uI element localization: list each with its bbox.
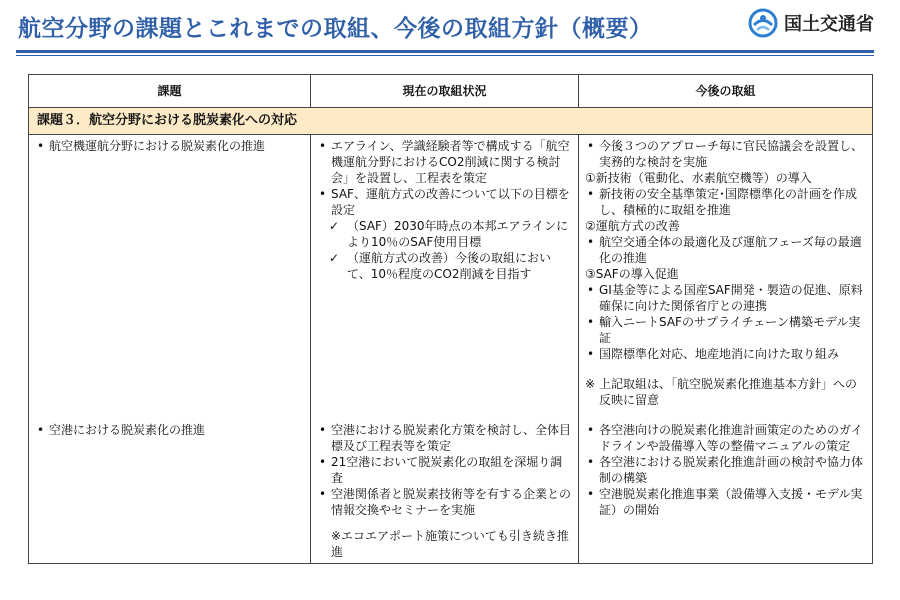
table-row <box>29 135 873 420</box>
ministry-logo <box>748 8 874 38</box>
future-heading: ③SAFの導入促進 <box>585 267 679 281</box>
slide-header <box>0 0 900 60</box>
current-note: ※エコエアポート施策についても引き続き推進 <box>331 529 569 559</box>
future-item: • 各空港における脱炭素化推進計画の検討や協力体制の構築 <box>585 454 866 486</box>
current-item: • 空港関係者と脱炭素技術等を有する企業との情報交換やセミナーを実施 <box>317 486 572 518</box>
column-header-issue: 課題 <box>29 75 311 108</box>
future-heading: ②運航方式の改善 <box>585 219 680 233</box>
header-rule <box>16 50 874 53</box>
current-check-item: ✓ （運航方式の改善）今後の取組において、10％程度のCO2削減を目指す <box>317 250 572 282</box>
future-heading: ①新技術（電動化、水素航空機等）の導入 <box>585 171 812 185</box>
issue-cell <box>29 135 311 420</box>
future-item: • 今後３つのアプローチ毎に官民協議会を設置し、実務的な検討を実施 <box>585 138 866 170</box>
future-note-text: 上記取組は、「航空脱炭素化推進基本方針」への反映に留意 <box>599 377 858 407</box>
current-item: • 空港における脱炭素化方策を検討し、全体目標及び工程表等を策定 <box>317 422 572 454</box>
ministry-name: 国土交通省 <box>784 14 874 35</box>
issue-item: • 空港における脱炭素化の推進 <box>35 422 304 438</box>
current-cell <box>311 419 579 564</box>
current-item: • エアライン、学識経験者等で構成する「航空機運航分野におけるCO2削減に関する検討会」を設置し、工程表を策定 <box>317 138 572 186</box>
table-row <box>29 419 873 564</box>
header-rule-thin <box>16 55 874 56</box>
issue-item: • 航空機運航分野における脱炭素化の推進 <box>35 138 304 154</box>
column-header-future: 今後の取組 <box>579 75 873 108</box>
future-item: • 各空港向けの脱炭素化推進計画策定のためのガイドラインや設備導入等の整備マニュアルの策定 <box>585 422 866 454</box>
slide-title: 航空分野の課題とこれまでの取組、今後の取組方針（概要） <box>18 16 653 42</box>
current-cell <box>311 135 579 420</box>
current-item: • SAF、運航方式の改善について以下の目標を設定 <box>317 186 572 218</box>
table-header-row <box>29 75 873 108</box>
current-check-item: ✓ （SAF）2030年時点の本邦エアラインにより10％のSAF使用目標 <box>317 218 572 250</box>
future-cell <box>579 419 873 564</box>
future-item: • 空港脱炭素化推進事業（設備導入支援・モデル実証）の開始 <box>585 486 866 518</box>
note-mark: ※ <box>585 377 596 391</box>
column-header-current: 現在の取組状況 <box>311 75 579 108</box>
mlit-emblem-icon <box>748 8 778 38</box>
issues-table <box>28 74 873 564</box>
section-title: 課題３．航空分野における脱炭素化への対応 <box>29 108 873 135</box>
issue-cell <box>29 419 311 564</box>
future-item: • GI基金等による国産SAF開発・製造の促進、原料確保に向けた関係省庁との連携 <box>585 282 866 314</box>
future-note <box>585 376 866 408</box>
future-cell <box>579 135 873 420</box>
future-item: • 国際標準化対応、地産地消に向けた取り組み <box>585 346 866 362</box>
future-item: • 新技術の安全基準策定･国際標準化の計画を作成し、積極的に取組を推進 <box>585 186 866 218</box>
section-row <box>29 108 873 135</box>
future-item: • 航空交通全体の最適化及び運航フェーズ毎の最適化の推進 <box>585 234 866 266</box>
current-item: • 21空港において脱炭素化の取組を深堀り調査 <box>317 454 572 486</box>
future-item: • 輸入ニートSAFのサプライチェーン構築モデル実証 <box>585 314 866 346</box>
